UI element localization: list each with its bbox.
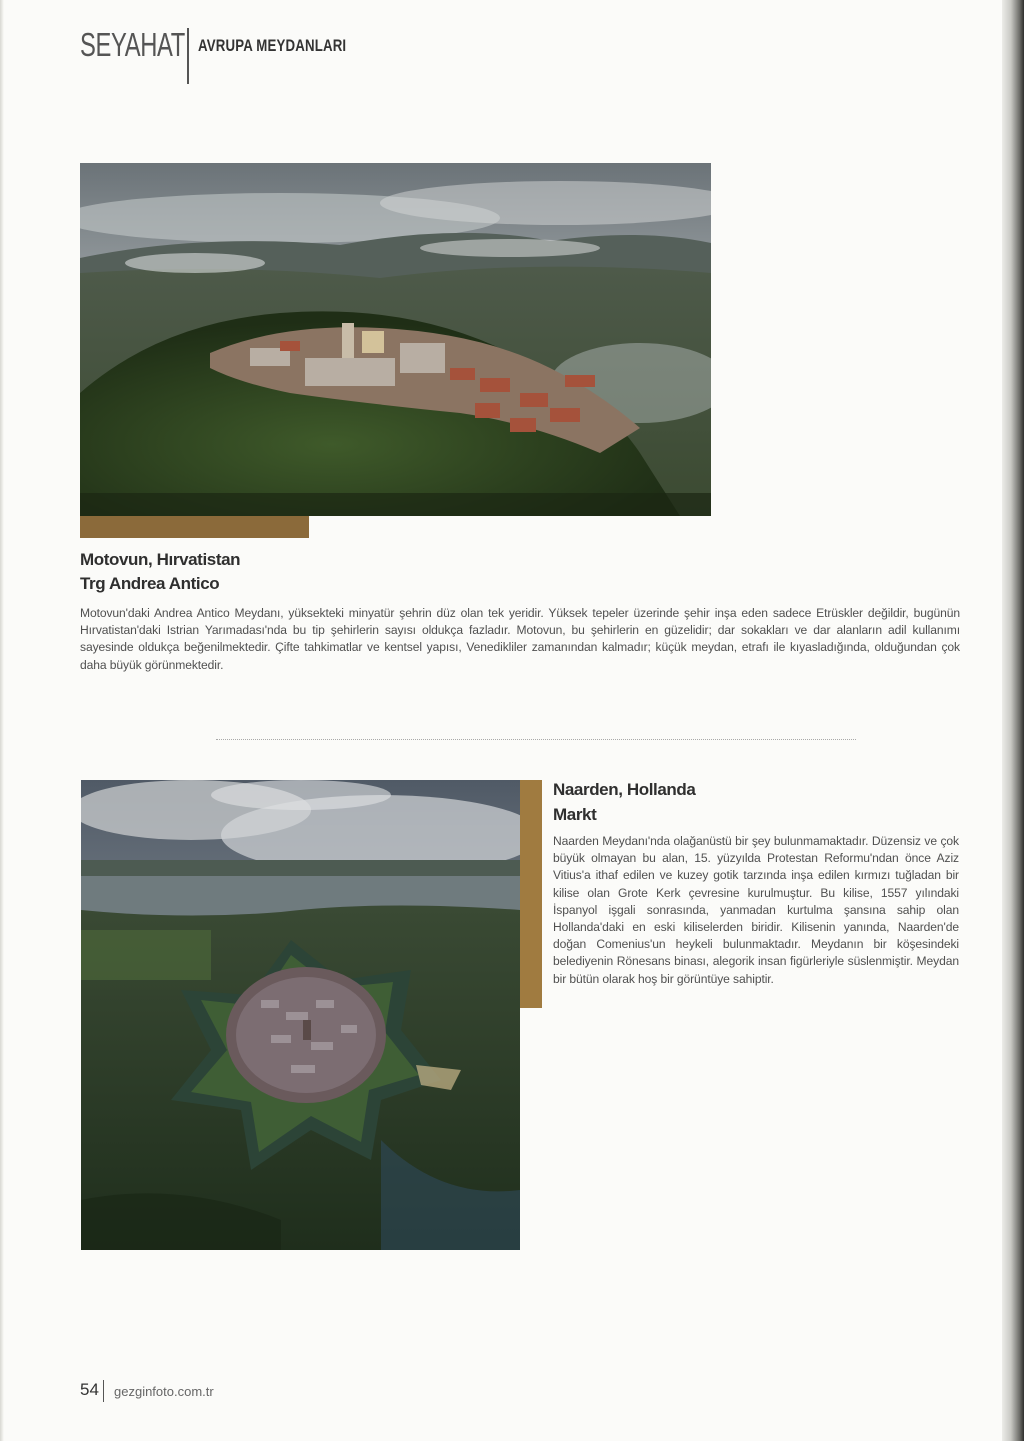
accent-bar-vertical [520, 780, 542, 1008]
accent-bar-horizontal [80, 516, 309, 538]
website-link[interactable]: gezginfoto.com.tr [114, 1384, 214, 1399]
square-title-naarden: Markt [553, 805, 597, 824]
section-title: SEYAHAT [80, 26, 185, 63]
aerial-star-fortress-photo [81, 780, 520, 1250]
page-binding-edge [1002, 0, 1024, 1441]
article-body-naarden: Naarden Meydanı'nda olağanüstü bir şey bulunmamaktadır. Düzensiz ve çok büyük olmayan bu alan, 15. yüzyılda Protestan Reformu'ndan önce Aziz Vitius'a ithaf edilen ve kuzey gotik tarzında inşa edilen kırmızı tuğladan bir kilise olan Grote Kerk çevresine kurulmuştur. Bu kilise, 1557 yılındaki İspanyol işgali sonrasında, yanmadan kurtulma şansına sahip olan Hollanda'daki en eski kiliselerden biridir. Kilisenin yanında, Naarden'de doğan Comenius'un heykeli bulunmaktadır. Meydanın bir köşesindeki belediyenin Rönesans binası, alegorik insan figürleriyle süslenmiştir. Meydan bir bütün olarak hoş bir görüntüye sahiptir. [553, 834, 959, 986]
header-divider [187, 28, 189, 84]
location-title-motovun: Motovun, Hırvatistan [80, 550, 241, 569]
topic-title: AVRUPA MEYDANLARI [198, 36, 347, 55]
location-title-naarden: Naarden, Hollanda [553, 780, 696, 799]
dotted-divider [216, 739, 856, 740]
square-title-motovun: Trg Andrea Antico [80, 574, 220, 593]
footer-divider [103, 1380, 104, 1402]
aerial-hilltop-town-photo [80, 163, 711, 516]
article-body-motovun: Motovun'daki Andrea Antico Meydanı, yüksekteki minyatür şehrin düz olan tek yeridir. Yüksek tepeler üzerinde şehir inşa eden sadece Etrüskler değildir, bugünün Hırvatistan'daki Istrian Yarımadası'nda bu tip şehirlerin sayısı oldukça fazladır. Motovun, bu şehirlerin en güzelidir; dar sokakları ve dar alanların adil kullanımı sayesinde oldukça beğenilmektedir. Çifte tahkimatlar ve kentsel yapısı, Venedikliler zamanından kalmadır; küçük meydan, etrafı ile kıyasladığında, olduğundan çok daha büyük görünmektedir. [80, 606, 960, 672]
page-number: 54 [80, 1380, 99, 1399]
page-left-shadow [0, 0, 4, 1441]
